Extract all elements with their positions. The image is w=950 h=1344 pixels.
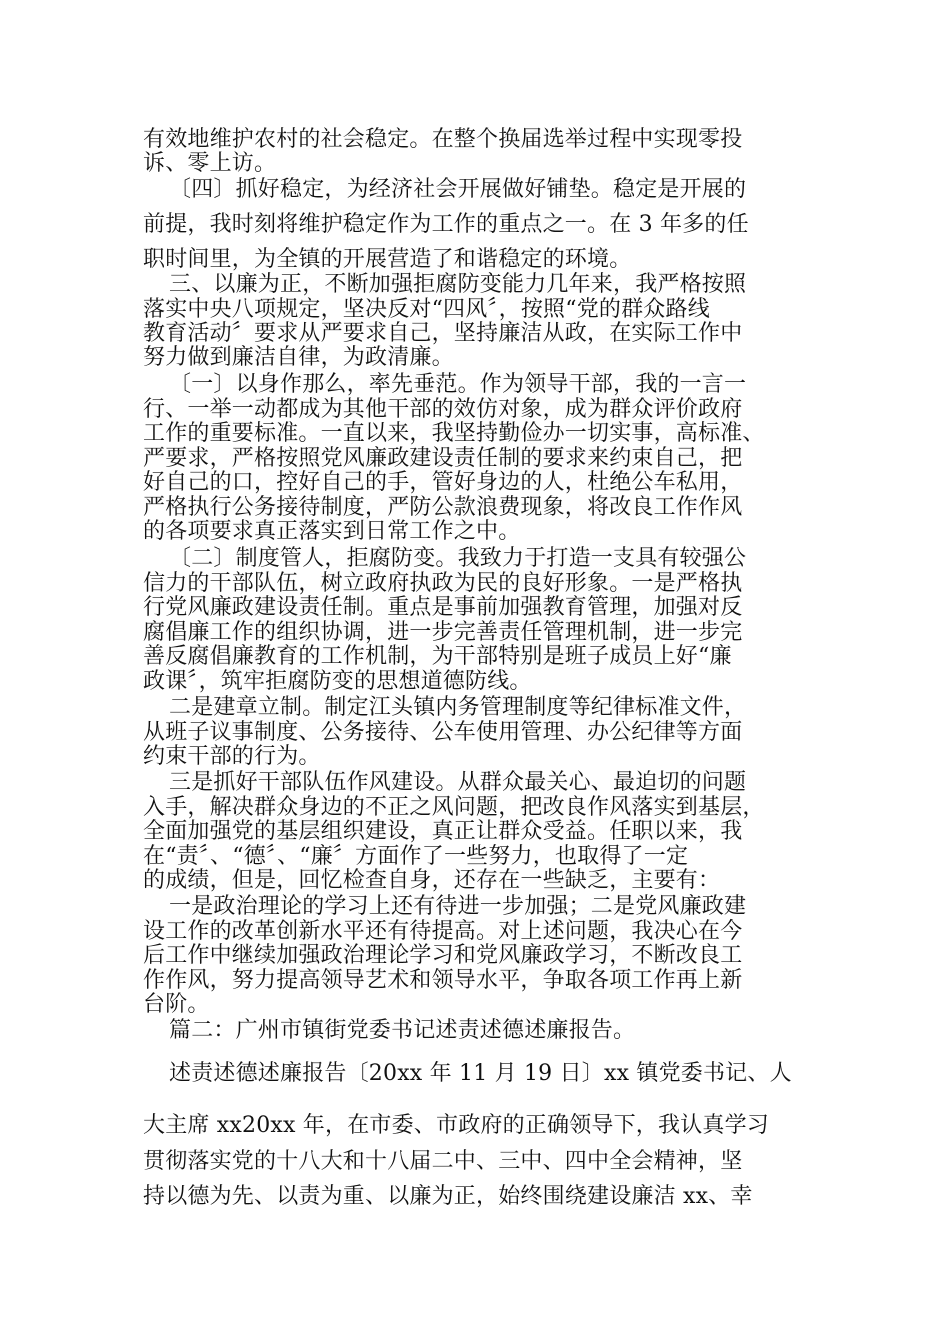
text-line: 腐倡廉工作的组织协调，进一步完善责任管理机制，进一步完 (143, 620, 743, 645)
text-line: 的成绩，但是，回忆检查自身，还存在一些缺乏，主要有： (143, 868, 721, 893)
text-line: 严要求，严格按照党风廉政建设责任制的要求来约束自己，把 (143, 446, 743, 471)
text-line: 〔二〕制度管人，拒腐防变。我致力于打造一支具有较强公 (169, 546, 747, 571)
text-line: 大主席 xx20xx 年，在市委、市政府的正确领导下，我认真学习 (143, 1113, 770, 1138)
text-line: 在“责〞、“德〞、“廉〞方面作了一些努力，也取得了一定 (143, 844, 689, 869)
text-line: 后工作中继续加强政治理论学习和党风廉政学习，不断改良工 (143, 943, 743, 968)
text-line: 的各项要求真正落实到日常工作之中。 (143, 519, 521, 544)
text-line: 有效地维护农村的社会稳定。在整个换届选举过程中实现零投 (143, 127, 743, 152)
text-line: 严格执行公务接待制度，严防公款浪费现象，将改良工作作风 (143, 495, 743, 520)
text-line: 好自己的口，控好自己的手，管好身边的人，杜绝公车私用， (143, 470, 743, 495)
text-line: 三、以廉为正，不断加强拒腐防变能力几年来，我严格按照 (169, 272, 747, 297)
text-line: 〔四〕抓好稳定，为经济社会开展做好铺垫。稳定是开展的 (169, 177, 747, 202)
text-line: 述责述德述廉报告〔20xx 年 11 月 19 日〕xx 镇党委书记、人 (169, 1061, 792, 1086)
text-line: 工作的重要标准。一直以来，我坚持勤俭办一切实事，高标准、 (143, 421, 765, 446)
text-line: 二是建章立制。制定江头镇内务管理制度等纪律标准文件， (169, 695, 747, 720)
text-line: 一是政治理论的学习上还有待进一步加强；二是党风廉政建 (169, 894, 747, 919)
text-line: 信力的干部队伍，树立政府执政为民的良好形象。一是严格执 (143, 571, 743, 596)
text-line: 善反腐倡廉教育的工作机制，为干部特别是班子成员上好“廉 (143, 644, 732, 669)
text-line: 行党风廉政建设责任制。重点是事前加强教育管理，加强对反 (143, 595, 743, 620)
text-line: 贯彻落实党的十八大和十八届二中、三中、四中全会精神，坚 (143, 1149, 743, 1174)
text-line: 设工作的改革创新水平还有待提高。对上述问题，我决心在今 (143, 919, 743, 944)
text-line: 约束干部的行为。 (143, 744, 321, 769)
text-line: 全面加强党的基层组织建设，真正让群众受益。任职以来，我 (143, 819, 743, 844)
text-line: 台阶。 (143, 992, 210, 1017)
text-line: 落实中央八项规定，坚决反对“四风〞，按照“党的群众路线 (143, 297, 710, 322)
text-line: 三是抓好干部队伍作风建设。从群众最关心、最迫切的问题 (169, 770, 747, 795)
text-line: 作作风，努力提高领导艺术和领导水平，争取各项工作再上新 (143, 968, 743, 993)
text-line: 持以德为先、以责为重、以廉为正，始终围绕建设廉洁 xx、幸 (143, 1184, 753, 1209)
text-line: 从班子议事制度、公务接待、公车使用管理、办公纪律等方面 (143, 720, 743, 745)
text-line: 篇二：广州市镇街党委书记述责述德述廉报告。 (169, 1018, 636, 1043)
text-line: 职时间里，为全镇的开展营造了和谐稳定的环境。 (143, 247, 632, 272)
text-line: 行、一举一动都成为其他干部的效仿对象，成为群众评价政府 (143, 397, 743, 422)
text-line: 入手，解决群众身边的不正之风问题，把改良作风落实到基层， (143, 795, 765, 820)
text-line: 诉、零上访。 (143, 151, 277, 176)
text-line: 前提，我时刻将维护稳定作为工作的重点之一。在 3 年多的任 (143, 212, 749, 237)
text-line: 〔一〕以身作那么，率先垂范。作为领导干部，我的一言一 (169, 372, 747, 397)
text-line: 教育活动〞要求从严要求自己，坚持廉洁从政，在实际工作中 (143, 321, 743, 346)
text-line: 努力做到廉洁自律，为政清廉。 (143, 345, 454, 370)
text-line: 政课〞，筑牢拒腐防变的思想道德防线。 (143, 669, 532, 694)
